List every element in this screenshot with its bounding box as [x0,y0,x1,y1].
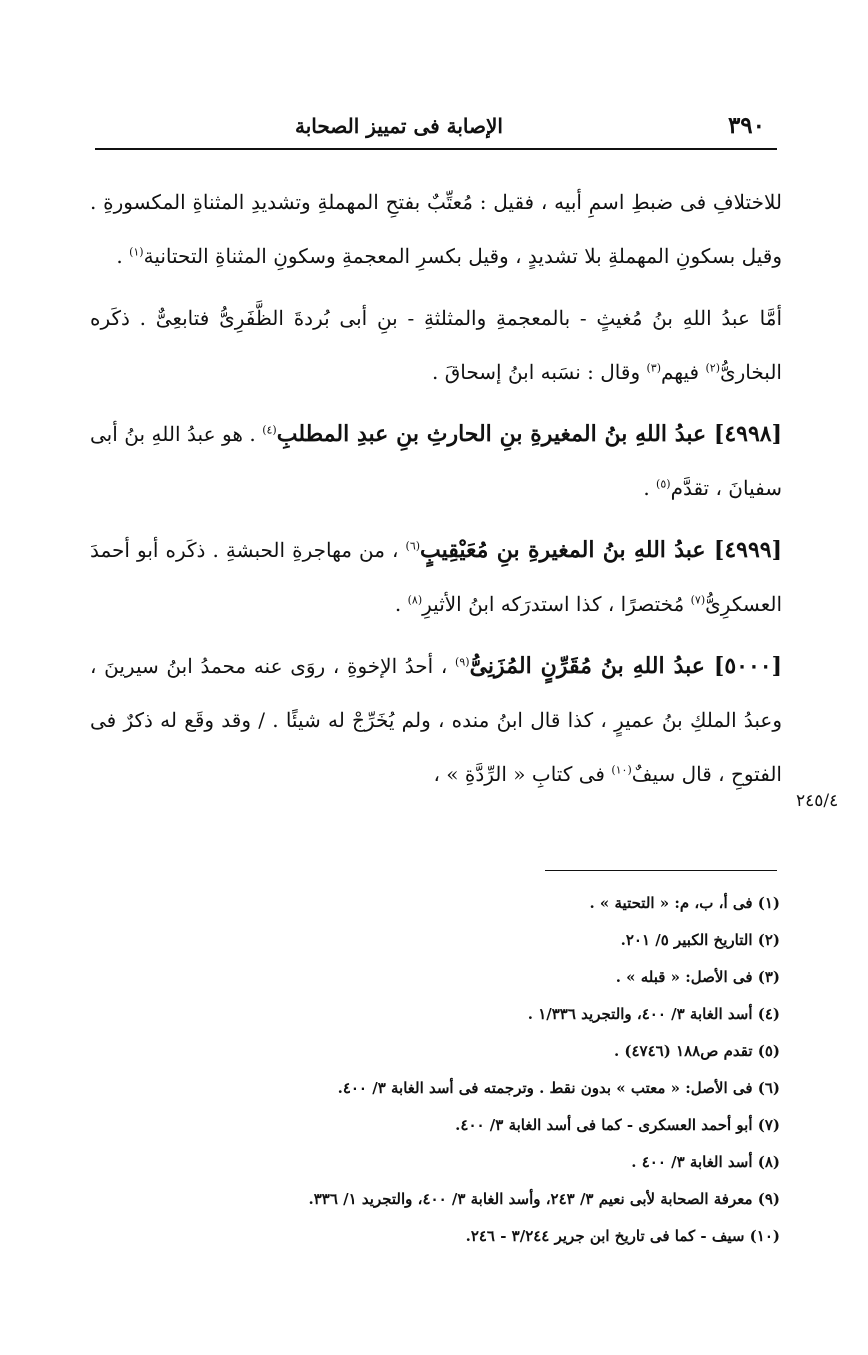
footnote-divider [545,870,777,871]
footnote-item: (١) فى أ، ب، م: « التحتية » . [589,894,780,912]
footnote-ref: (٢) [705,361,720,375]
footnote-ref: (٩) [455,655,470,669]
footnote-ref: (٨) [407,593,423,607]
footnote-ref: (١) [129,245,144,259]
footnote-item: (٧) أبو أحمد العسكرى - كما فى أسد الغابة ٣/ ٤٠٠. [455,1116,780,1134]
footnote-item: (٦) فى الأصل: « معتب » بدون نقط . وترجمته فى أسد الغابة ٣/ ٤٠٠. [337,1079,780,1097]
footnote-item: (٨) أسد الغابة ٣/ ٤٠٠ . [631,1153,780,1171]
footnote-item: (٤) أسد الغابة ٣/ ٤٠٠، والتجريد ١/٣٣٦ . [527,1005,780,1023]
entry-heading: [٤٩٩٨] عبدُ اللهِ بنُ المغيرةِ بنِ الحارثِ بنِ عبدِ المطلبِ [276,421,782,447]
footnote-item: (١٠) سيف - كما فى تاريخ ابن جرير ٣/٢٤٤ - ٢٤٦. [465,1227,780,1245]
footnote-item: (٣) فى الأصل: « قبله » . [615,968,780,986]
entry-4998: [٤٩٩٨] عبدُ اللهِ بنُ المغيرةِ بنِ الحارثِ بنِ عبدِ المطلبِ$^{(٤)}$ . هو عبدُ اللهِ بنُ أبى سفيانَ ، تقدَّم$^{(٥)}$ . [90,421,782,500]
footnote-ref: (٤) [262,423,277,437]
book-title: الإصابة فى تمييز الصحابة [295,114,503,138]
paragraph-continuation: للاختلافِ فى ضبطِ اسمِ أبيه ، فقيل : مُعتِّبٌ بفتحِ المهملةِ وتشديدِ المثناةِ المكسورةِ . وقيل بسكونِ المهملةِ بلا تشديدٍ ، وقيل بكسرِ المعجمةِ وسكونِ المثناةِ التحتانية$^{(١)}$ . [90,190,782,268]
entry-heading: [٥٠٠٠] عبدُ اللهِ بنُ مُقَرِّنٍ المُزَنِىُّ [469,653,782,679]
footnote-item: (٩) معرفة الصحابة لأبى نعيم ٣/ ٢٤٣، وأسد الغابة ٣/ ٤٠٠، والتجريد ١/ ٣٣٦. [308,1190,780,1208]
page-number: ٣٩٠ [727,112,765,139]
footnote-item: (٢) التاريخ الكبير ٥/ ٢٠١. [620,931,780,949]
main-text [90,175,782,809]
footnote-ref: (٣) [646,361,661,375]
footnote-ref: (٥) [656,477,671,491]
entry-heading: [٤٩٩٩] عبدُ اللهِ بنُ المغيرةِ بنِ مُعَيْقِيبٍ [420,537,782,563]
footnote-item: (٥) تقدم ص١٨٨ (٤٧٤٦) . [613,1042,780,1060]
paragraph-abdullah-mughith: أمَّا عبدُ اللهِ بنُ مُغيثٍ - بالمعجمةِ والمثلثةِ - بنِ أبى بُردةَ الظَّفَرِىُّ فتابعِىٌّ . ذكَره البخارىُّ$^{(٢)}$ فيهم$^{(٣)}$ وقال : نسَبه ابنُ إسحاقَ . [90,306,782,384]
footnotes [200,885,780,1255]
margin-page-reference: ٢٤٥/٤ [796,791,839,811]
entry-4999: [٤٩٩٩] عبدُ اللهِ بنُ المغيرةِ بنِ مُعَيْقِيبٍ$^{(٦)}$ ، من مهاجرةِ الحبشةِ . ذكَره أبو أحمدَ العسكرِىُّ$^{(٧)}$ مُختصرًا ، كذا استدرَكه ابنُ الأثيرِ$^{(٨)}$ . [90,537,782,616]
running-header [95,104,777,150]
footnote-ref: (٦) [405,539,421,553]
footnote-ref: (١٠) [611,763,632,777]
footnote-ref: (٧) [690,593,706,607]
entry-5000: [٥٠٠٠] عبدُ اللهِ بنُ مُقَرِّنٍ المُزَنِىُّ$^{(٩)}$ ، أحدُ الإخوةِ ، روَى عنه محمدُ ابنُ سيرينَ ، وعبدُ الملكِ بنُ عميرٍ ، كذا قال ابنُ منده ، ولم يُخَرِّجْ له شيئًا . / وقد وقَع له ذكرٌ فى الفتوحِ ، قال سيفٌ$^{(١٠)}$ فى كتابِ « الرِّدَّةِ » ، [90,653,782,786]
